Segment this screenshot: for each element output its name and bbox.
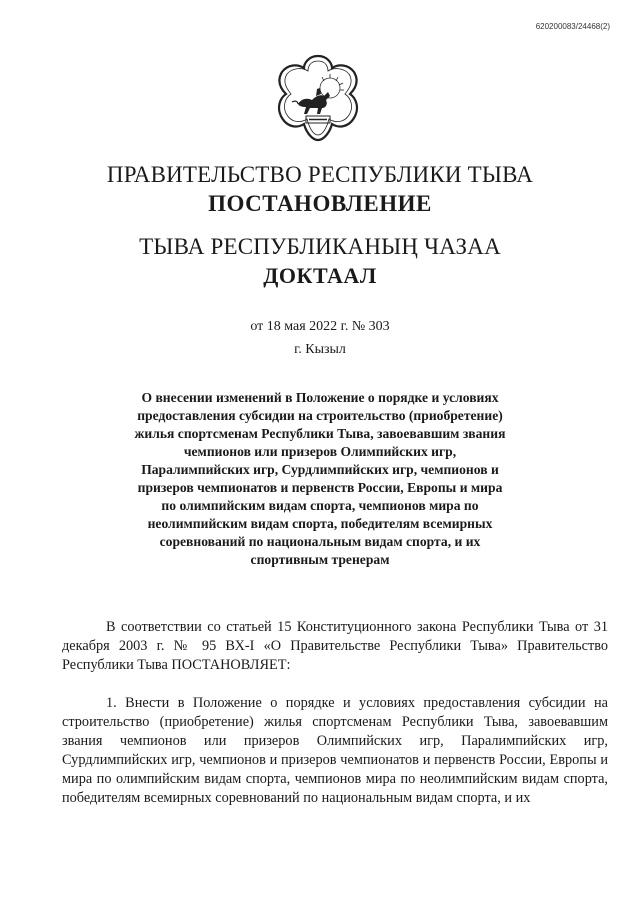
item-1-paragraph: 1. Внести в Положение о порядке и условиях предоставления субсидии на строительство (приобретение) жилья спортсменам Республики Тыва, завоевавшим звания чемпионов или призеров Олимпийских игр, Паралимпийских игр, Сурдлимпийских игр, чемпионов и призеров чемпионатов и первенств России, Европы и мира по олимпийским видам спорта, чемпионов мира по неолимпийским видам спорта, победителям всемирных соревнований по национальным видам спорта, и их [62, 695, 608, 806]
resolution-heading: ПОСТАНОВЛЕНИЕ [208, 191, 432, 216]
resolution-date: от 18 мая 2022 г. № 303 [250, 319, 390, 334]
resolution-city: г. Кызыл [294, 342, 346, 357]
tuva-emblem-icon [272, 52, 364, 144]
resolution-title: О внесении изменений в Положение о порядке и условиях предоставления субсидии на строительство (приобретение) жилья спортсменам Республики Тыва, завоевавшим звания чемпионов или призеров Олимпийских игр, Паралимпийских игр, Сурдлимпийских игр, чемпионов и призеров чемпионатов и первенств России, Европы и мира по олимпийским видам спорта, чемпионов мира по неолимпийским видам спорта, победителям всемирных соревнований по национальным видам спорта, и их спортивным тренерам [134, 390, 506, 567]
government-heading: ПРАВИТЕЛЬСТВО РЕСПУБЛИКИ ТЫВА [106, 162, 534, 187]
document-number: 620200083/24468(2) [535, 22, 610, 31]
preamble-paragraph: В соответствии со статьей 15 Конституционного закона Республики Тыва от 31 декабря 2003 г. № 95 ВХ-I «О Правительстве Республики Тыва» Правительство Республики Тыва ПОСТАНОВЛЯЕТ: [62, 619, 608, 673]
resolution-heading-tuvan: ДОКТААЛ [263, 263, 377, 288]
government-heading-tuvan: ТЫВА РЕСПУБЛИКАНЫҢ ЧАЗАА [139, 234, 501, 259]
